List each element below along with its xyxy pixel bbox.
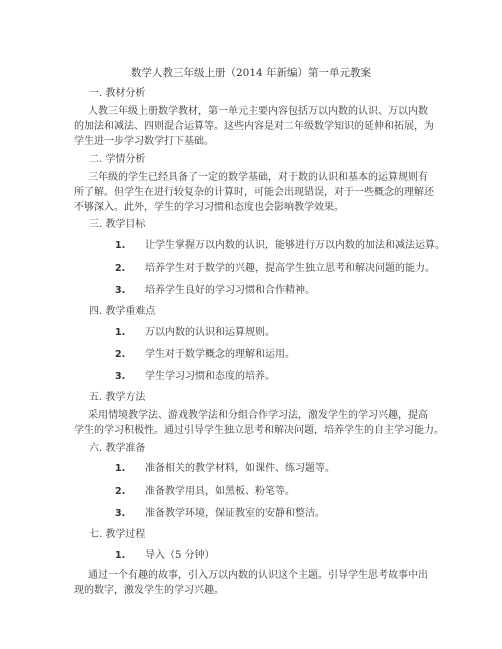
section-paragraph-7 (74, 568, 446, 598)
section-paragraph-5 (74, 408, 446, 438)
paragraph-line: 人教三年级上册数学教材，第一单元主要内容包括万以内数的认识、万以内数 (88, 106, 428, 117)
list-item (115, 348, 295, 362)
list-item (115, 262, 435, 276)
paragraph-line: 所了解。但学生在进行较复杂的计算时，可能会出现错误，对于一些概念的理解还 (74, 187, 434, 198)
list-item-number: 3. (115, 285, 126, 296)
list-item-number: 1. (115, 550, 126, 561)
list-item (115, 485, 295, 499)
document-title: 数学人教三年级上册（2014 年新编）第一单元教案 (130, 67, 372, 79)
list-item-text: 导入（5 分钟） (145, 550, 215, 561)
list-item-text: 学生对于数学概念的理解和运用。 (145, 349, 295, 360)
list-item-text: 准备教学用具，如黑板、粉笔等。 (145, 486, 295, 497)
list-item-number: 2. (115, 349, 126, 360)
list-item-text: 让学生掌握万以内数的认识，能够进行万以内数的加法和减法运算。 (145, 240, 445, 251)
list-item-text: 学生学习习惯和态度的培养。 (145, 371, 275, 382)
list-item (115, 507, 325, 521)
list-item-number: 2. (115, 263, 126, 274)
list-item (115, 284, 315, 298)
list-item-number: 3. (115, 508, 126, 519)
list-item-text: 万以内数的认识和运算规则。 (145, 327, 275, 338)
paragraph-line: 现的数字，激发学生的学习兴趣。 (74, 585, 224, 596)
list-item-text: 准备教学环境，保证教室的安静和整洁。 (145, 508, 325, 519)
section-heading-4: 四. 教学重难点 (89, 306, 156, 317)
section-heading-6: 六. 教学准备 (89, 443, 146, 454)
list-item (115, 549, 215, 563)
section-heading-7: 七. 教学过程 (89, 529, 146, 540)
paragraph-line: 通过一个有趣的故事，引入万以内数的认识这个主题。引导学生思考故事中出 (88, 570, 428, 581)
section-heading-5: 五. 教学方法 (89, 392, 146, 403)
list-item (115, 239, 445, 253)
section-paragraph-2 (74, 170, 446, 215)
list-item-text: 培养学生良好的学习习惯和合作精神。 (145, 285, 315, 296)
paragraph-line: 不够深入。此外，学生的学习习惯和态度也会影响教学效果。 (74, 202, 344, 213)
paragraph-line: 学生的学习积极性。通过引导学生独立思考和解决问题，培养学生的自主学习能力。 (74, 425, 444, 436)
list-item-number: 1. (115, 240, 126, 251)
list-item (115, 370, 275, 384)
paragraph-line: 学生进一步学习数学打下基础。 (74, 136, 214, 147)
list-item-number: 1. (115, 327, 126, 338)
list-item-number: 2. (115, 486, 126, 497)
paragraph-line: 的加法和减法、四则混合运算等。这些内容是对二年级数学知识的延伸和拓展，为 (74, 121, 434, 132)
list-item (115, 326, 275, 340)
list-item-number: 1. (115, 463, 126, 474)
paragraph-line: 采用情境教学法、游戏教学法和分组合作学习法，激发学生的学习兴趣，提高 (88, 410, 428, 421)
section-paragraph-1 (74, 104, 446, 149)
section-heading-3: 三. 教学目标 (89, 219, 146, 230)
paragraph-line: 三年级的学生已经具备了一定的数学基础，对于数的认识和基本的运算规则有 (88, 172, 428, 183)
list-item-number: 3. (115, 371, 126, 382)
list-item (115, 462, 335, 476)
section-heading-1: 一. 教材分析 (89, 88, 146, 99)
list-item-text: 准备相关的教学材料，如课件、练习题等。 (145, 463, 335, 474)
section-heading-2: 二. 学情分析 (89, 154, 146, 165)
list-item-text: 培养学生对于数学的兴趣，提高学生独立思考和解决问题的能力。 (145, 263, 435, 274)
